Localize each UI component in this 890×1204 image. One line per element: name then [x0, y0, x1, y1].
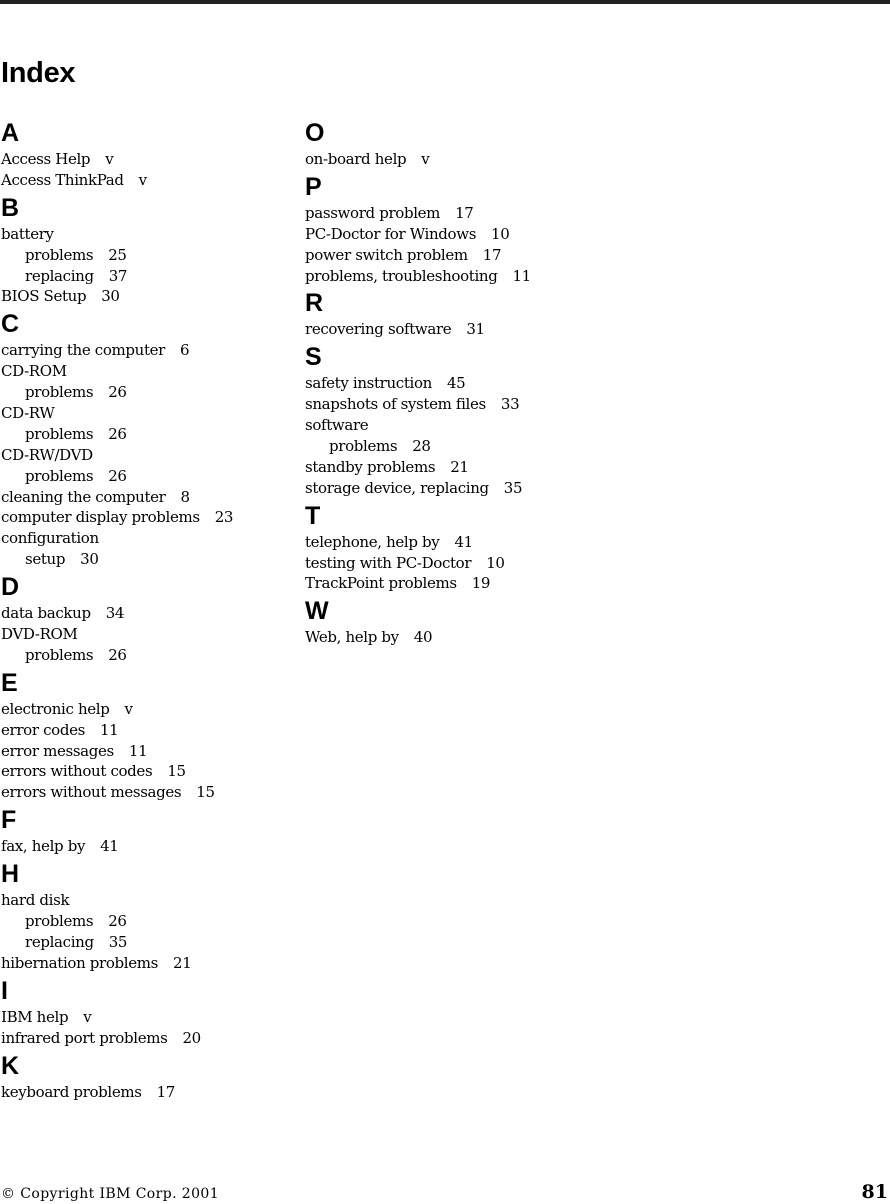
entry-term: replacing	[25, 932, 94, 951]
section-letter: K	[1, 1051, 20, 1080]
index-entry	[1, 528, 291, 549]
entry-term: telephone, help by	[305, 532, 440, 551]
index-entry	[1, 224, 291, 245]
entry-page-ref: 17	[156, 1082, 175, 1101]
index-entry	[1, 149, 291, 170]
entry-term: problems	[25, 645, 94, 664]
index-entry	[305, 627, 605, 648]
entry-term: Web, help by	[305, 628, 399, 647]
index-entry	[305, 245, 605, 266]
entry-term: PC-Doctor for Windows	[305, 224, 477, 243]
index-column-right	[305, 116, 605, 648]
index-section-f	[1, 803, 291, 857]
entry-term: recovering software	[305, 320, 452, 339]
entry-page-ref: 30	[80, 550, 99, 569]
entry-page-ref: 19	[471, 574, 491, 593]
index-section-c	[1, 307, 291, 570]
index-entry	[1, 1028, 291, 1049]
entry-term: error codes	[1, 720, 85, 739]
entry-term: power switch problem	[305, 245, 468, 264]
section-letter: R	[305, 289, 324, 318]
index-entry	[1, 487, 291, 508]
index-subentry	[1, 466, 291, 487]
section-letter: F	[1, 806, 17, 835]
entry-page-ref: 15	[167, 762, 186, 781]
section-letter: S	[305, 343, 322, 372]
entry-page-ref: v	[83, 1007, 92, 1026]
entry-page-ref: 41	[454, 532, 473, 551]
entry-page-ref: 11	[99, 720, 119, 739]
entry-page-ref: 31	[466, 320, 485, 339]
entry-term: configuration	[1, 529, 99, 548]
entry-page-ref: 26	[108, 424, 127, 443]
index-entry	[1, 782, 291, 803]
section-letter: D	[1, 573, 20, 602]
entry-term: replacing	[25, 266, 94, 285]
index-entry	[305, 394, 605, 415]
index-entry	[305, 224, 605, 245]
entry-term: problems	[25, 424, 94, 443]
section-letter: T	[305, 501, 321, 530]
index-entry	[1, 741, 291, 762]
entry-term: setup	[25, 550, 66, 569]
entry-term: BIOS Setup	[1, 287, 87, 306]
entry-page-ref: 11	[128, 741, 148, 760]
entry-term: IBM help	[1, 1007, 69, 1026]
entry-term: problems	[25, 383, 94, 402]
entry-page-ref: 26	[108, 466, 127, 485]
entry-page-ref: 26	[108, 912, 127, 931]
index-section-i	[1, 974, 291, 1049]
index-section-d	[1, 570, 291, 666]
index-subentry	[1, 245, 291, 266]
index-subentry	[1, 645, 291, 666]
index-entry	[1, 836, 291, 857]
entry-page-ref: 21	[450, 457, 469, 476]
entry-page-ref: 20	[182, 1028, 201, 1047]
index-entry	[305, 478, 605, 499]
index-entry	[305, 457, 605, 478]
entry-page-ref: 30	[101, 287, 120, 306]
index-section-p	[305, 170, 605, 287]
entry-term: hard disk	[1, 891, 70, 910]
index-entry	[1, 890, 291, 911]
section-letter: A	[1, 119, 20, 147]
entry-page-ref: v	[124, 699, 133, 718]
section-letter: O	[305, 119, 325, 147]
index-entry	[1, 340, 291, 361]
index-entry	[1, 1082, 291, 1103]
index-entry	[1, 624, 291, 645]
index-entry	[1, 445, 291, 466]
entry-term: problems, troubleshooting	[305, 266, 498, 285]
entry-term: fax, help by	[1, 837, 86, 856]
index-subentry	[1, 266, 291, 287]
index-section-o	[305, 116, 605, 170]
index-entry	[1, 1007, 291, 1028]
entry-term: safety instruction	[305, 374, 432, 393]
section-letter: C	[1, 310, 20, 339]
index-section-h	[1, 857, 291, 974]
index-subentry	[1, 911, 291, 932]
entry-page-ref: 33	[500, 395, 520, 414]
index-entry	[305, 266, 605, 287]
entry-page-ref: v	[421, 150, 430, 168]
entry-page-ref: 15	[196, 783, 215, 802]
index-entry	[305, 149, 605, 170]
index-subentry	[1, 932, 291, 953]
entry-term: TrackPoint problems	[305, 574, 457, 593]
entry-page-ref: 8	[180, 487, 190, 506]
section-letter: H	[1, 860, 20, 889]
entry-term: keyboard problems	[1, 1082, 142, 1101]
index-entry	[1, 286, 291, 307]
entry-page-ref: 11	[512, 266, 531, 285]
index-entry	[305, 319, 605, 340]
entry-page-ref: 10	[486, 553, 505, 572]
entry-term: battery	[1, 224, 54, 243]
index-entry	[1, 699, 291, 720]
top-rule	[0, 0, 890, 4]
entry-term: CD-RW/DVD	[1, 445, 93, 464]
entry-term: data backup	[1, 604, 91, 623]
index-section-r	[305, 286, 605, 340]
entry-term: standby problems	[305, 457, 436, 476]
entry-term: CD-ROM	[1, 362, 67, 381]
entry-page-ref: 21	[173, 953, 192, 972]
index-entry	[305, 373, 605, 394]
entry-term: errors without messages	[1, 783, 182, 802]
entry-page-ref: 25	[108, 245, 127, 264]
entry-term: on-board help	[305, 150, 407, 168]
entry-term: problems	[329, 437, 398, 456]
index-section-t	[305, 499, 605, 595]
index-column-left	[1, 116, 291, 1102]
entry-page-ref: 6	[179, 341, 190, 360]
index-section-e	[1, 666, 291, 803]
entry-page-ref: 26	[108, 645, 127, 664]
entry-term: password problem	[305, 203, 441, 222]
entry-term: CD-RW	[1, 404, 55, 423]
entry-page-ref: 35	[503, 478, 523, 497]
index-entry	[1, 720, 291, 741]
entry-term: cleaning the computer	[1, 487, 166, 506]
index-entry	[305, 203, 605, 224]
entry-page-ref: 35	[108, 932, 128, 951]
entry-page-ref: 40	[413, 628, 433, 647]
index-entry	[1, 361, 291, 382]
entry-term: problems	[25, 912, 94, 931]
entry-term: DVD-ROM	[1, 625, 78, 644]
entry-term: testing with PC-Doctor	[305, 553, 472, 572]
entry-term: error messages	[1, 741, 114, 760]
section-letter: E	[1, 668, 18, 697]
index-entry	[1, 170, 291, 191]
index-subentry	[305, 436, 605, 457]
index-entry	[1, 761, 291, 782]
section-letter: W	[305, 597, 329, 626]
entry-page-ref: 26	[108, 383, 127, 402]
section-letter: B	[1, 193, 20, 222]
index-entry	[1, 403, 291, 424]
index-entry	[305, 553, 605, 574]
entry-term: problems	[25, 245, 94, 264]
entry-page-ref: 45	[446, 374, 466, 393]
index-section-k	[1, 1049, 291, 1103]
entry-page-ref: 17	[455, 203, 474, 222]
entry-page-ref: v	[105, 150, 114, 168]
entry-page-ref: 41	[100, 837, 119, 856]
index-section-b	[1, 191, 291, 308]
entry-page-ref: 23	[214, 508, 234, 527]
entry-term: carrying the computer	[1, 341, 165, 360]
entry-term: storage device, replacing	[305, 478, 489, 497]
index-section-a	[1, 116, 291, 191]
index-subentry	[1, 382, 291, 403]
entry-term: hibernation problems	[1, 953, 158, 972]
section-letter: P	[305, 172, 322, 201]
entry-term: Access Help	[1, 150, 91, 168]
entry-term: Access ThinkPad	[1, 170, 124, 189]
index-entry	[305, 415, 605, 436]
index-entry	[305, 532, 605, 553]
entry-term: errors without codes	[1, 762, 153, 781]
entry-term: electronic help	[1, 699, 110, 718]
index-entry	[1, 507, 291, 528]
entry-page-ref: 17	[482, 245, 502, 264]
index-entry	[305, 573, 605, 594]
entry-page-ref: 10	[491, 224, 510, 243]
entry-page-ref: 34	[105, 604, 125, 623]
index-entry	[1, 603, 291, 624]
copyright-notice: © Copyright IBM Corp. 2001	[1, 1186, 220, 1202]
entry-page-ref: 37	[108, 266, 128, 285]
entry-term: computer display problems	[1, 508, 200, 527]
index-subentry	[1, 424, 291, 445]
index-section-s	[305, 340, 605, 498]
page-number: 81	[861, 1181, 888, 1203]
index-entry	[1, 953, 291, 974]
entry-term: snapshots of system files	[305, 395, 486, 414]
entry-page-ref: v	[138, 170, 147, 189]
index-subentry	[1, 549, 291, 570]
entry-page-ref: 28	[412, 437, 431, 456]
index-section-w	[305, 594, 605, 648]
page-title: Index	[1, 57, 76, 89]
entry-term: infrared port problems	[1, 1028, 168, 1047]
entry-term: problems	[25, 466, 94, 485]
entry-term: software	[305, 416, 369, 435]
section-letter: I	[1, 976, 8, 1005]
